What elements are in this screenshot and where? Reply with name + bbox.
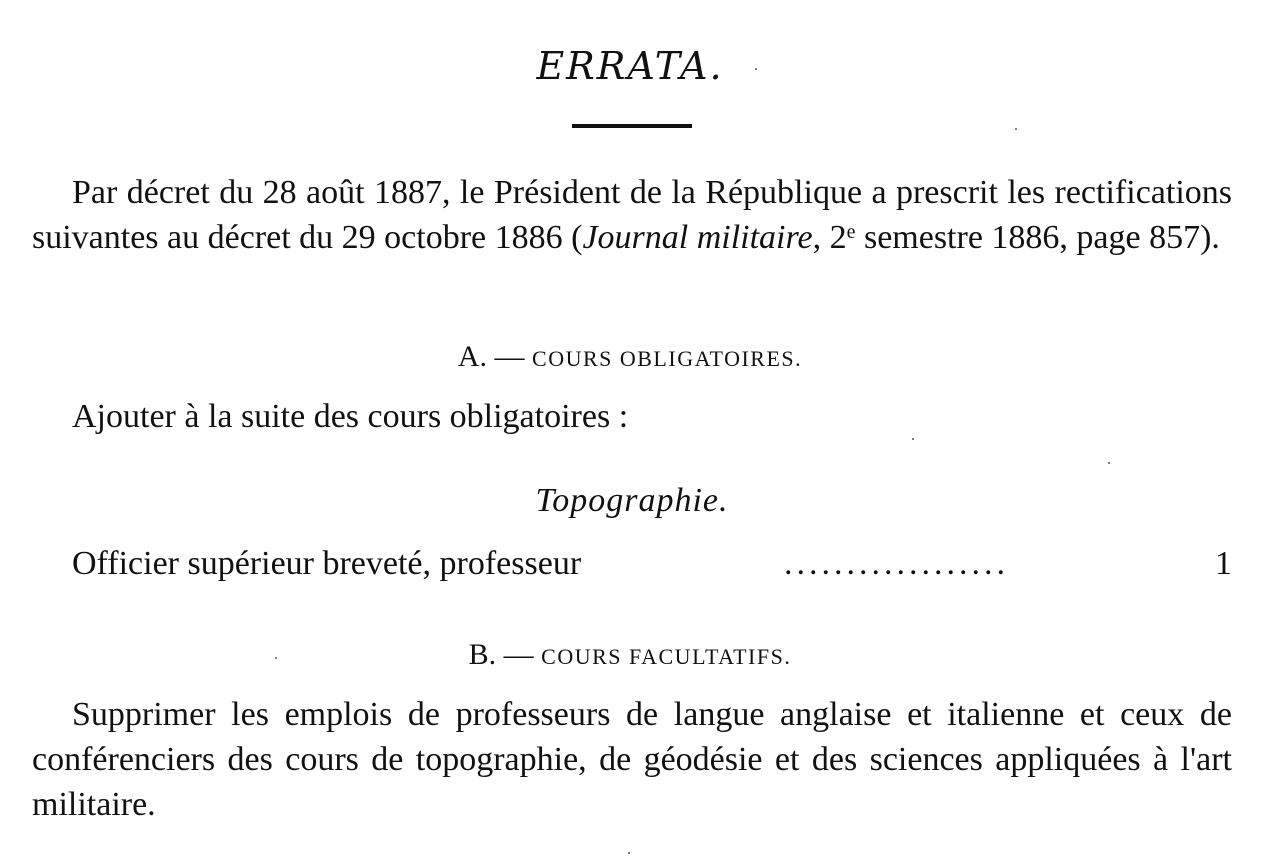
section-a-instruction: Ajouter à la suite des cours obligatoires : — [72, 398, 629, 435]
entry-leader-dots: .................. — [784, 545, 1009, 582]
scan-speck — [628, 852, 630, 854]
page-title: ERRATA. — [536, 44, 724, 88]
title-rule — [572, 124, 692, 128]
section-b-letter: B. — — [468, 638, 534, 671]
intro-text-2: , 2 — [812, 219, 847, 256]
intro-paragraph — [32, 170, 1232, 260]
scan-speck — [912, 438, 914, 440]
section-b-paragraph — [32, 692, 1232, 827]
scan-speck — [275, 657, 277, 659]
section-a-title: COURS OBLIGATOIRES. — [532, 346, 803, 371]
section-a-letter: A. — — [457, 340, 525, 373]
section-a-entry — [72, 545, 1232, 595]
intro-text-3: semestre 1886, page 857). — [855, 219, 1220, 256]
entry-label: Officier supérieur breveté, professeur — [72, 545, 582, 582]
section-b-text: Supprimer les emplois de professeurs de langue anglaise et italienne et ceux de conférenciers des cours de topographie, de géodésie et des sciences appliquées à l'art militaire. — [32, 696, 1232, 823]
section-b-title: COURS FACULTATIFS. — [541, 644, 792, 669]
entry-count: 1 — [1215, 545, 1232, 582]
section-b-heading — [0, 638, 1260, 672]
scan-speck — [1015, 128, 1017, 130]
journal-title: Journal militaire — [582, 219, 813, 256]
section-a-subheading: Topographie. — [535, 482, 729, 519]
scan-speck — [1108, 462, 1110, 464]
scan-speck — [755, 68, 757, 70]
intro-text-1: Par décret du 28 août 1887, le Président de la République a prescrit les rectifications suivantes au décret du 29 octobre 1886 ( — [32, 174, 1232, 256]
section-a-heading — [0, 340, 1260, 374]
intro-superscript: e — [846, 221, 856, 243]
